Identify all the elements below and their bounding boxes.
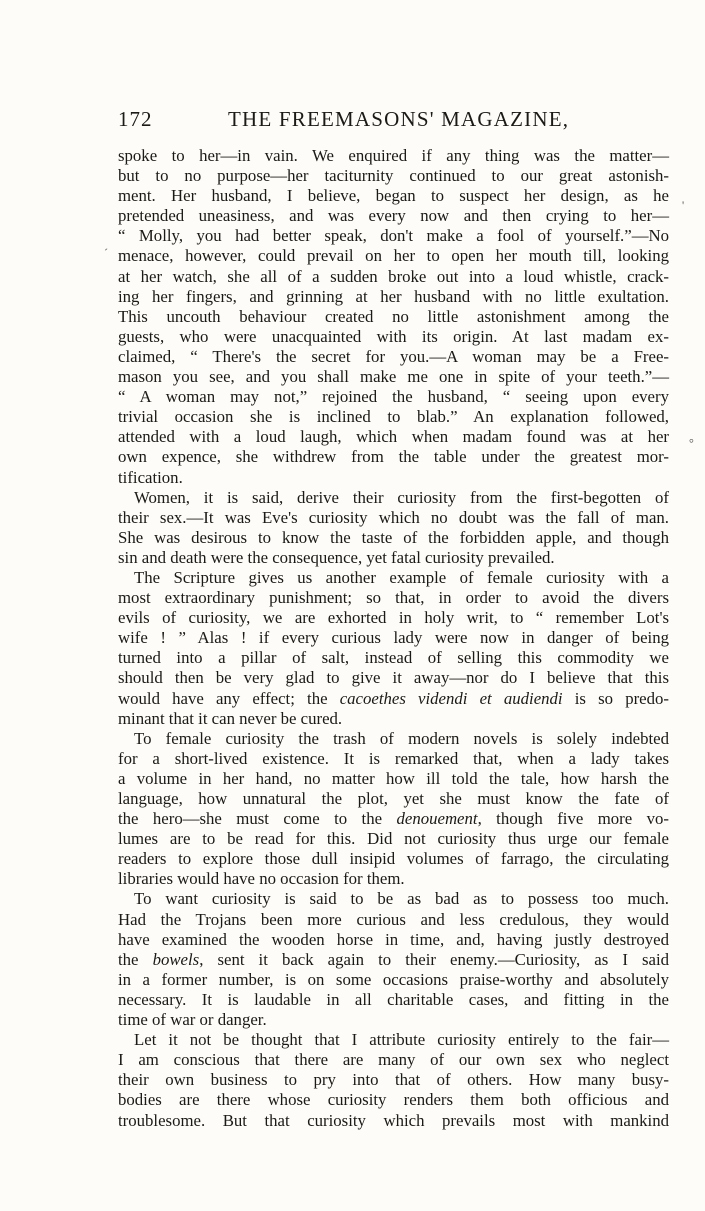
text-line: at her watch, she all of a sudden broke out into a loud whistle, crack- [118, 266, 669, 286]
text-line: Women, it is said, derive their curiosity from the first-begotten of [134, 487, 669, 507]
text-line: “ A woman may not,” rejoined the husband, “ seeing upon every [118, 387, 669, 407]
text-line: She was desirous to know the taste of the forbidden apple, and though [118, 527, 669, 547]
text-line: Had the Trojans been more curious and less credulous, they would [118, 909, 669, 929]
text-line: their own business to pry into that of others. How many busy- [118, 1070, 669, 1090]
text-line: “ Molly, you had better speak, don't make a fool of yourself.”—No [118, 226, 669, 246]
text-line: evils of curiosity, we are exhorted in holy writ, to “ remember Lot's [118, 608, 669, 628]
text-line: pretended uneasiness, and was every now and then crying to her— [118, 206, 669, 226]
body-text [118, 146, 669, 1131]
text-line: would have any effect; the cacoethes videndi et audiendi is so predo- [118, 688, 669, 708]
text-line: readers to explore those dull insipid volumes of farrago, the circulating [118, 849, 669, 869]
text-line: minant that it can never be cured. [118, 708, 343, 728]
text-line: turned into a pillar of salt, instead of selling this commodity we [118, 648, 669, 668]
text-line: menace, however, could prevail on her to open her mouth till, looking [118, 246, 669, 266]
text-line: bodies are there whose curiosity renders them both officious and [118, 1090, 669, 1110]
text-line: sin and death were the consequence, yet fatal curiosity prevailed. [118, 547, 555, 567]
text-line: Let it not be thought that I attribute curiosity entirely to the fair— [134, 1030, 669, 1050]
text-line: in a former number, is on some occasions praise-worthy and absolutely [118, 969, 669, 989]
text-line: ment. Her husband, I believe, began to suspect her design, as he [118, 186, 669, 206]
running-title: THE FREEMASONS' MAGAZINE, [228, 107, 570, 131]
text-line: time of war or danger. [118, 1010, 267, 1030]
text-line: should then be very glad to give it away—nor do I believe that this [118, 668, 669, 688]
text-line: trivial occasion she is inclined to blab.” An explanation followed, [118, 407, 669, 427]
text-line: but to no purpose—her taciturnity continued to our great astonish- [118, 166, 669, 186]
text-line: attended with a loud laugh, which when madam found was at her [118, 427, 669, 447]
page-number: 172 [118, 107, 153, 131]
text-line: To female curiosity the trash of modern novels is solely indebted [134, 728, 669, 748]
text-line: have examined the wooden horse in time, and, having justly destroyed [118, 929, 669, 949]
text-line: tification. [118, 467, 183, 487]
text-line: The Scripture gives us another example of female curiosity with a [134, 567, 669, 587]
text-line: necessary. It is laudable in all charitable cases, and fitting in the [118, 989, 669, 1009]
stray-ink-mark: ´ [104, 246, 108, 260]
text-line: most extraordinary punishment; so that, in order to avoid the divers [118, 588, 669, 608]
text-line: a volume in her hand, no matter how ill told the tale, how harsh the [118, 768, 669, 788]
running-head [118, 107, 673, 137]
text-line: spoke to her—in vain. We enquired if any thing was the matter— [118, 146, 669, 165]
text-line: I am conscious that there are many of our own sex who neglect [118, 1050, 669, 1070]
text-line: troublesome. But that curiosity which prevails most with mankind [118, 1110, 669, 1130]
stray-ink-mark: ° [689, 436, 694, 450]
text-line: language, how unnatural the plot, yet she must know the fate of [118, 789, 669, 808]
text-line: wife ! ” Alas ! if every curious lady were now in danger of being [118, 628, 669, 648]
text-line: mason you see, and you shall make me one in spite of your teeth.”— [118, 367, 669, 387]
text-line: ing her fingers, and grinning at her husband with no little exultation. [118, 286, 669, 306]
text-line: To want curiosity is said to be as bad as to possess too much. [134, 889, 669, 909]
text-line: their sex.—It was Eve's curiosity which no doubt was the fall of man. [118, 507, 669, 527]
text-line: libraries would have no occasion for them. [118, 869, 405, 889]
text-line: own expence, she withdrew from the table under the greatest mor- [118, 447, 669, 467]
text-line: guests, who were unacquainted with its origin. At last madam ex- [118, 326, 669, 346]
text-line: the bowels, sent it back again to their enemy.—Curiosity, as I said [118, 949, 670, 969]
text-line: This uncouth behaviour created no little astonishment among the [118, 306, 669, 326]
text-line: the hero—she must come to the denouement, though five more vo- [118, 809, 669, 829]
text-line: for a short-lived existence. It is remarked that, when a lady takes [118, 748, 669, 768]
text-line: claimed, “ There's the secret for you.—A woman may be a Free- [118, 346, 669, 366]
text-line: lumes are to be read for this. Did not curiosity thus urge our female [118, 829, 669, 849]
stray-ink-mark: ' [682, 198, 685, 212]
